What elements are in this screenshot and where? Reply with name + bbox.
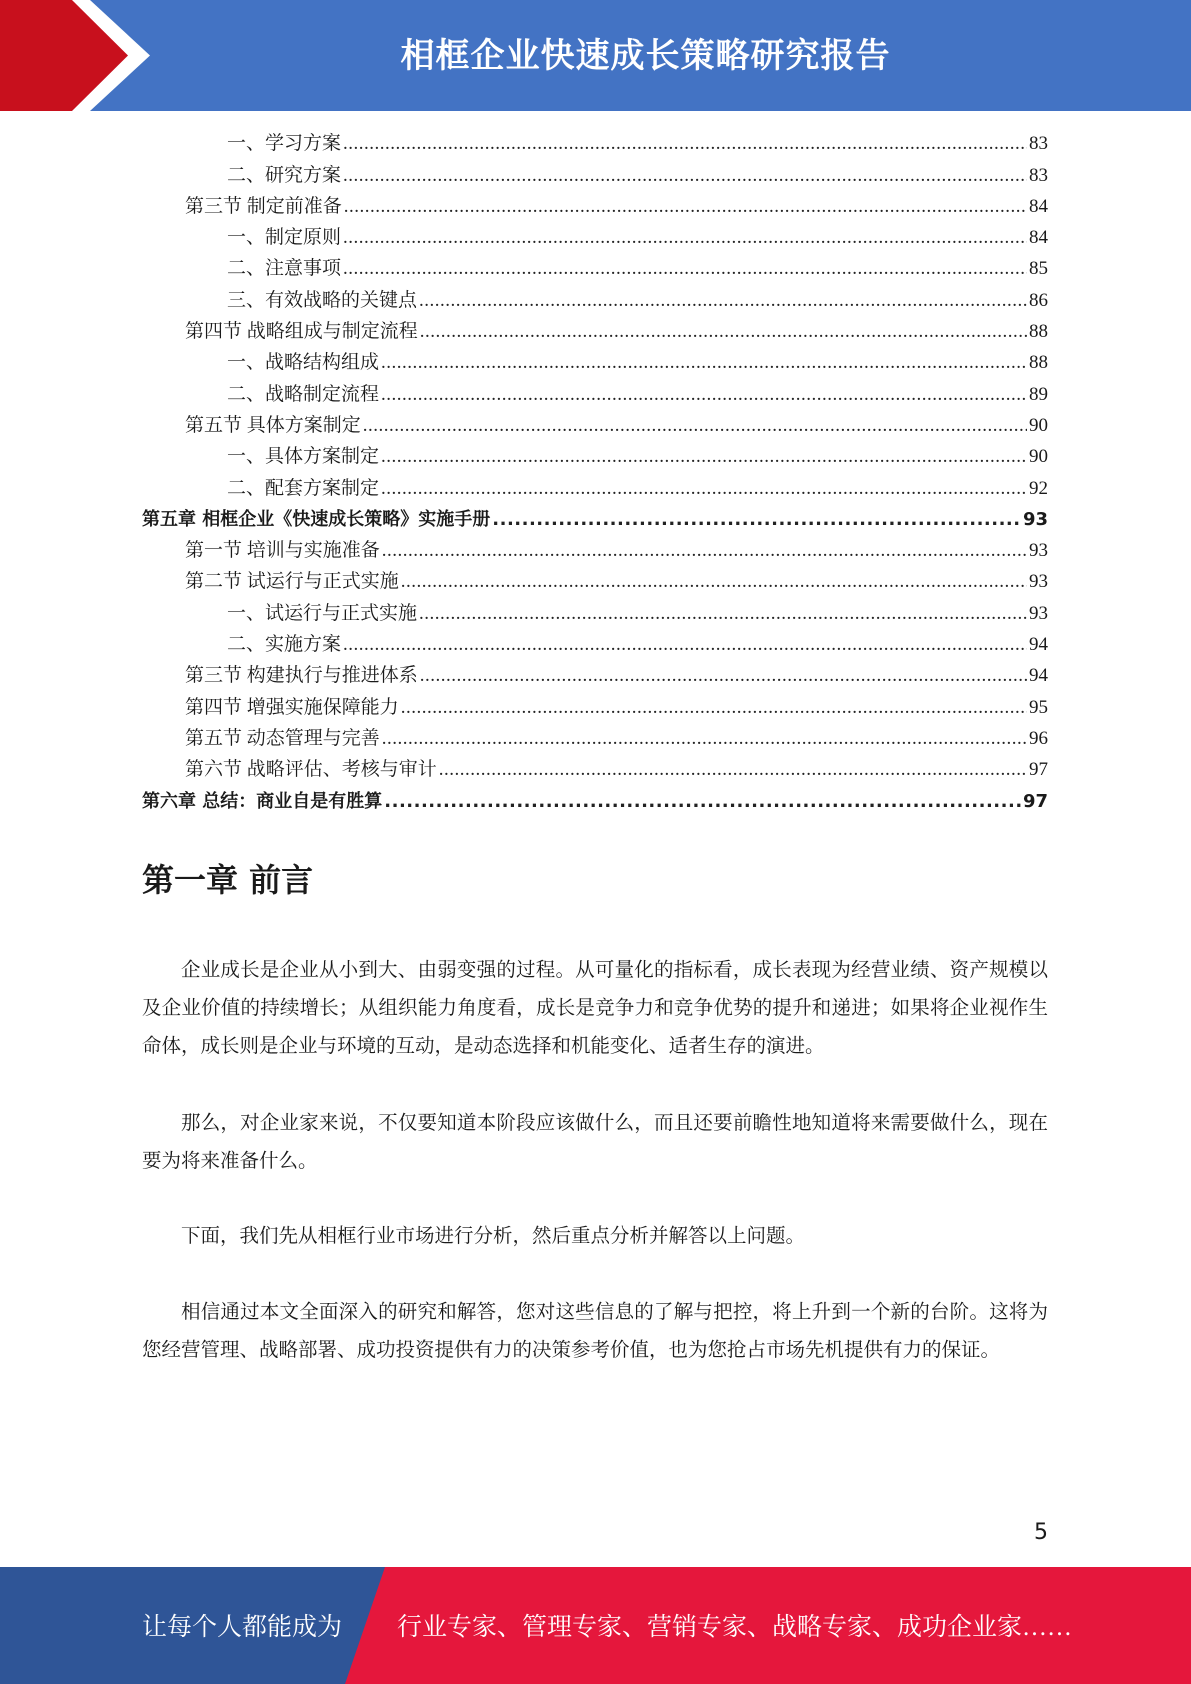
toc-entry-title: 三、有效战略的关键点 xyxy=(227,289,418,311)
toc-entry[interactable] xyxy=(142,785,1048,816)
toc-entry-page: 95 xyxy=(1029,696,1048,718)
toc-entry-page: 93 xyxy=(1029,602,1048,624)
toc-entry-page: 93 xyxy=(1029,571,1048,593)
toc-entry-title: 第五节 动态管理与完善 xyxy=(185,727,380,749)
toc-entry[interactable] xyxy=(142,410,1048,441)
footer-slogan-right: 行业专家、管理专家、营销专家、战略专家、成功企业家…… xyxy=(397,1614,1073,1641)
toc-entry-title: 一、学习方案 xyxy=(227,133,342,155)
paragraph-text: 企业成长是企业从小到大、由弱变强的过程。从可量化的指标看，成长表现为经营业绩、资产规模以及企业价值的持续增长；从组织能力角度看，成长是竞争力和竞争优势的提升和递进；如果将企业视作生命体，成长则是企业与环境的互动，是动态选择和机能变化、适者生存的演进。 xyxy=(142,960,1048,1057)
toc-entry-title: 二、研究方案 xyxy=(227,164,342,186)
toc-entry-page: 85 xyxy=(1029,258,1048,280)
toc-entry-page: 94 xyxy=(1029,634,1048,656)
paragraph-4 xyxy=(142,1294,1048,1370)
toc-entry-page: 93 xyxy=(1029,540,1048,562)
toc-entry[interactable] xyxy=(142,441,1048,472)
toc-entry-title: 一、具体方案制定 xyxy=(227,446,380,468)
toc-entry[interactable] xyxy=(142,253,1048,284)
toc-entry-page: 94 xyxy=(1029,665,1048,687)
toc-entry-title: 一、战略结构组成 xyxy=(227,352,380,374)
toc-dot-leader xyxy=(419,285,1027,316)
toc-entry-title: 二、实施方案 xyxy=(227,634,342,656)
toc-entry[interactable] xyxy=(142,723,1048,754)
toc-entry-page: 83 xyxy=(1029,164,1048,186)
toc-dot-leader xyxy=(344,191,1027,222)
toc-entry-title: 第六节 战略评估、考核与审计 xyxy=(185,759,437,781)
toc-entry[interactable] xyxy=(142,316,1048,347)
toc-entry-title: 二、注意事项 xyxy=(227,258,342,280)
toc-entry-title: 第三节 制定前准备 xyxy=(185,195,342,217)
toc-entry[interactable] xyxy=(142,504,1048,535)
toc-entry-title: 一、制定原则 xyxy=(227,227,342,249)
toc-dot-leader xyxy=(381,441,1027,472)
toc-dot-leader xyxy=(363,410,1027,441)
toc-dot-leader xyxy=(401,566,1027,597)
toc-entry[interactable] xyxy=(142,535,1048,566)
toc-entry[interactable] xyxy=(142,629,1048,660)
paragraph-text: 那么，对企业家来说，不仅要知道本阶段应该做什么，而且还要前瞻性地知道将来需要做什么，现在要为将来准备什么。 xyxy=(142,1113,1048,1172)
toc-dot-leader xyxy=(419,598,1027,629)
toc-entry-title: 第四节 增强实施保障能力 xyxy=(185,696,399,718)
toc-dot-leader xyxy=(401,692,1027,723)
toc-entry[interactable] xyxy=(142,472,1048,503)
toc-dot-leader xyxy=(439,754,1027,785)
toc-entry-page: 92 xyxy=(1029,477,1048,499)
toc-entry-page: 97 xyxy=(1029,759,1048,781)
toc-entry-page: 90 xyxy=(1029,446,1048,468)
toc-entry[interactable] xyxy=(142,754,1048,785)
toc-entry[interactable] xyxy=(142,566,1048,597)
paragraph-2 xyxy=(142,1105,1048,1181)
chapter-heading: 第一章 前言 xyxy=(142,861,314,899)
toc-dot-leader xyxy=(343,128,1027,159)
toc-entry[interactable] xyxy=(142,191,1048,222)
toc-dot-leader xyxy=(382,535,1027,566)
toc-dot-leader xyxy=(420,316,1027,347)
toc-dot-leader xyxy=(343,222,1027,253)
toc-entry-page: 96 xyxy=(1029,727,1048,749)
toc-dot-leader xyxy=(381,473,1027,504)
toc-entry-title: 一、试运行与正式实施 xyxy=(227,602,418,624)
toc-entry-page: 90 xyxy=(1029,414,1048,436)
toc-entry-page: 93 xyxy=(1022,508,1048,530)
toc-entry-title: 第五节 具体方案制定 xyxy=(185,414,361,436)
page-header xyxy=(0,0,1191,111)
paragraph-text: 相信通过本文全面深入的研究和解答，您对这些信息的了解与把控，将上升到一个新的台阶。这将为您经营管理、战略部署、成功投资提供有力的决策参考价值，也为您抢占市场先机提供有力的保证。 xyxy=(142,1302,1048,1361)
paragraph-1 xyxy=(142,952,1048,1066)
toc-entry-page: 88 xyxy=(1029,321,1048,343)
toc-entry-page: 86 xyxy=(1029,289,1048,311)
toc-entry-title: 二、配套方案制定 xyxy=(227,477,380,499)
report-title: 相框企业快速成长策略研究报告 xyxy=(400,36,891,76)
toc-entry[interactable] xyxy=(142,159,1048,190)
toc-entry[interactable] xyxy=(142,128,1048,159)
paragraph-3 xyxy=(142,1218,1048,1256)
toc-entry-title: 第三节 构建执行与推进体系 xyxy=(185,665,418,687)
toc-dot-leader xyxy=(384,786,1021,817)
toc-entry[interactable] xyxy=(142,660,1048,691)
paragraph-text: 下面，我们先从相框行业市场进行分析，然后重点分析并解答以上问题。 xyxy=(181,1226,806,1247)
toc-entry-page: 84 xyxy=(1029,195,1048,217)
footer-slogan-left: 让每个人都能成为 xyxy=(142,1614,343,1641)
toc-entry[interactable] xyxy=(142,378,1048,409)
toc-entry-title: 第五章 相框企业《快速成长策略》实施手册 xyxy=(142,508,491,530)
table-of-contents xyxy=(142,128,1048,817)
toc-entry[interactable] xyxy=(142,222,1048,253)
toc-dot-leader xyxy=(343,160,1027,191)
page-footer xyxy=(0,1567,1191,1684)
toc-dot-leader xyxy=(381,347,1027,378)
toc-dot-leader xyxy=(382,723,1027,754)
toc-dot-leader xyxy=(343,629,1027,660)
toc-entry-page: 84 xyxy=(1029,227,1048,249)
toc-entry-page: 97 xyxy=(1022,790,1048,812)
toc-entry[interactable] xyxy=(142,597,1048,628)
toc-entry-title: 第四节 战略组成与制定流程 xyxy=(185,321,418,343)
toc-dot-leader xyxy=(381,379,1027,410)
toc-dot-leader xyxy=(343,253,1027,284)
toc-entry-page: 83 xyxy=(1029,133,1048,155)
page-number: 5 xyxy=(1034,1520,1048,1545)
toc-entry-title: 二、战略制定流程 xyxy=(227,383,380,405)
toc-entry[interactable] xyxy=(142,347,1048,378)
toc-entry-title: 第一节 培训与实施准备 xyxy=(185,540,380,562)
toc-dot-leader xyxy=(492,504,1021,535)
toc-entry-page: 89 xyxy=(1029,383,1048,405)
toc-entry-title: 第二节 试运行与正式实施 xyxy=(185,571,399,593)
toc-entry-title: 第六章 总结：商业自是有胜算 xyxy=(142,790,383,812)
toc-dot-leader xyxy=(420,660,1027,691)
toc-entry[interactable] xyxy=(142,284,1048,315)
toc-entry[interactable] xyxy=(142,691,1048,722)
toc-entry-page: 88 xyxy=(1029,352,1048,374)
